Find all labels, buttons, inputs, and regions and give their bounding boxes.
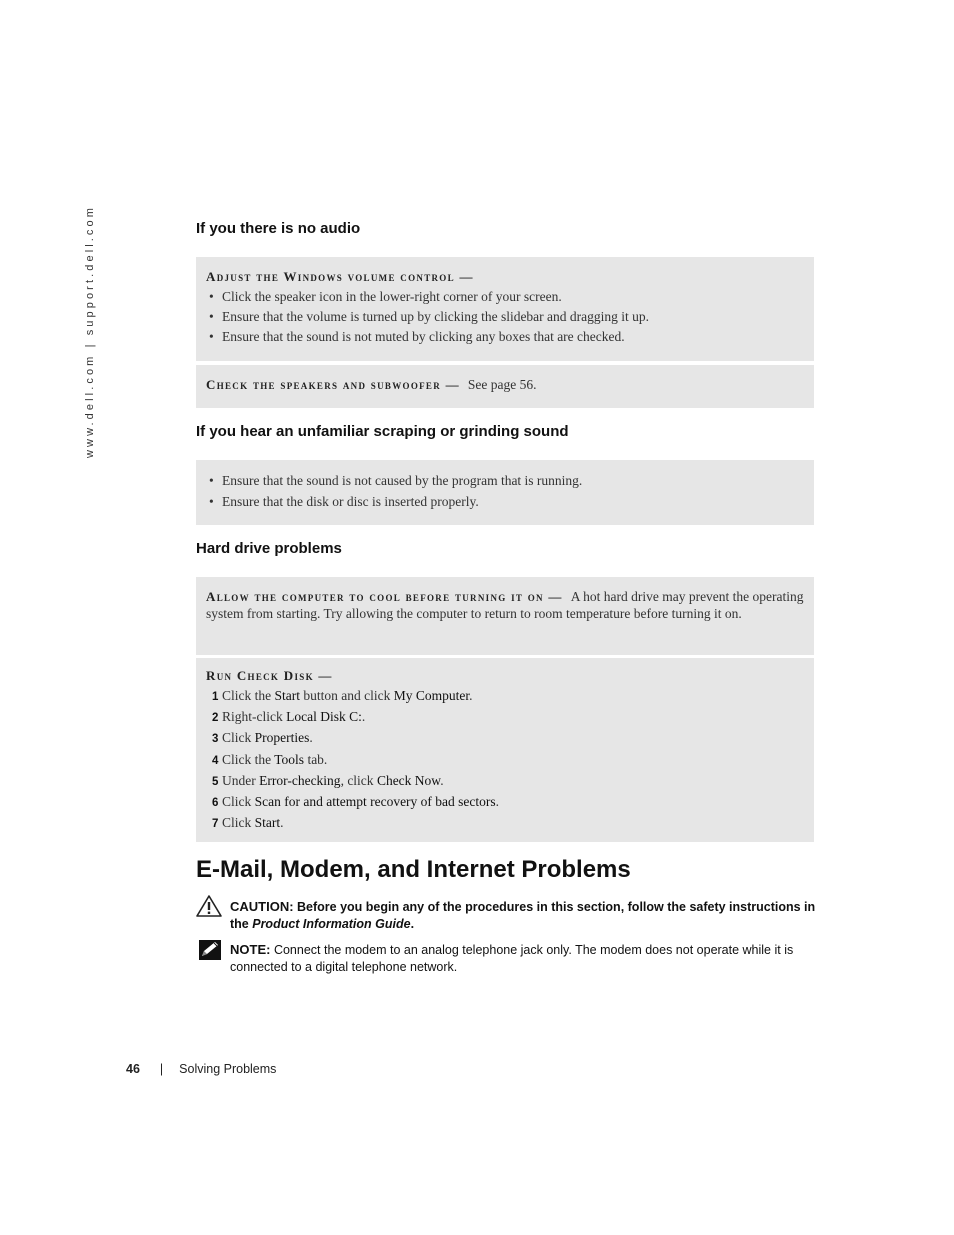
note-notice — [230, 941, 820, 976]
step-text: , click — [340, 772, 377, 788]
step-text: Tools — [274, 751, 305, 767]
step-text: Click the — [222, 751, 275, 767]
step-text: Scan for and attempt recovery of bad sectors — [254, 794, 496, 810]
cool-box — [196, 577, 814, 655]
caution-label: CAUTION: — [230, 899, 294, 914]
step-text: . — [309, 730, 313, 746]
caution-text: Before you begin any of the procedures in this section, follow the safety instructions in the — [230, 900, 816, 931]
list-item: • Ensure that the sound is not caused by the program that is running. — [206, 470, 804, 491]
scraping-box — [196, 460, 814, 525]
step-item — [206, 728, 804, 749]
adjust-volume-list — [206, 287, 804, 347]
step-text: . — [280, 815, 284, 831]
footer-section: Solving Problems — [179, 1062, 277, 1076]
step-text: Click — [222, 794, 255, 810]
step-item — [206, 750, 804, 771]
adjust-volume-box — [196, 257, 814, 361]
list-item: • Ensure that the volume is turned up by clicking the slidebar and dragging it up. — [206, 307, 804, 327]
step-number: 1 — [212, 691, 219, 703]
step-text: tab. — [304, 751, 328, 767]
step-text: Properties — [254, 730, 310, 746]
step-number: 2 — [212, 712, 219, 725]
step-text: Right-click — [222, 709, 287, 725]
caution-triangle-icon — [195, 894, 223, 918]
caution-notice — [230, 898, 820, 933]
list-item: • Ensure that the disk or disc is inserted properly. — [206, 491, 804, 512]
step-text: . — [469, 688, 473, 703]
step-item — [206, 686, 804, 707]
step-number: 5 — [212, 775, 219, 788]
cool-text: A hot hard drive may prevent the operating system from starting. Try allowing the computer to return to room temperature before turning it on. — [206, 589, 804, 621]
page-footer — [126, 1062, 276, 1076]
step-item — [206, 792, 804, 813]
adjust-volume-title: Adjust the Windows volume control — — [206, 269, 474, 284]
step-text: . — [361, 709, 366, 725]
note-text: Connect the modem to an analog telephone jack only. The modem does not operate while it is connected to a digital telephone network. — [230, 943, 794, 974]
check-disk-box — [196, 658, 814, 842]
step-text: . — [440, 772, 444, 788]
check-speakers-text: See page 56. — [467, 377, 537, 392]
step-number: 4 — [212, 754, 219, 767]
step-text: Click — [222, 730, 255, 746]
step-text: Local Disk C: — [286, 709, 362, 725]
scraping-list — [206, 470, 804, 512]
side-url: www.dell.com | support.dell.com — [84, 204, 96, 458]
check-disk-title: Run Check Disk — — [206, 668, 333, 683]
cool-title: Allow the computer to cool before turning it on — — [206, 589, 563, 604]
check-speakers-title: Check the speakers and subwoofer — — [206, 377, 460, 392]
list-item: • Ensure that the sound is not muted by clicking any boxes that are checked. — [206, 327, 804, 347]
step-text: My Computer — [393, 688, 470, 703]
step-text: Start — [254, 815, 281, 831]
heading-scraping: If you hear an unfamiliar scraping or grinding sound — [196, 423, 569, 440]
list-item: • Click the speaker icon in the lower-right corner of your screen. — [206, 287, 804, 307]
step-text: Check Now — [376, 772, 441, 788]
step-item — [206, 813, 804, 834]
step-number: 3 — [212, 733, 219, 746]
note-pencil-icon — [198, 939, 222, 961]
footer-separator: | — [159, 1062, 164, 1076]
caution-guide: Product Information Guide — [252, 917, 411, 931]
step-text: Click — [222, 815, 255, 831]
step-number: 7 — [212, 818, 219, 831]
page-number: 46 — [126, 1062, 140, 1076]
step-text: Error-checking — [259, 772, 341, 788]
step-text: Under — [222, 772, 260, 788]
step-text: . — [495, 794, 500, 810]
check-disk-steps — [206, 686, 804, 834]
step-text: Click the — [222, 688, 275, 703]
step-text: Start — [274, 688, 300, 703]
note-label: NOTE: — [230, 942, 271, 957]
caution-end: . — [410, 917, 415, 931]
heading-no-audio: If you there is no audio — [196, 220, 361, 237]
heading-email-problems: E-Mail, Modem, and Internet Problems — [196, 856, 631, 883]
step-number: 6 — [212, 797, 219, 810]
step-item — [206, 707, 804, 728]
step-text: button and click — [300, 688, 394, 703]
heading-hard-drive: Hard drive problems — [196, 540, 342, 557]
check-speakers-box — [196, 365, 814, 408]
step-item — [206, 771, 804, 792]
